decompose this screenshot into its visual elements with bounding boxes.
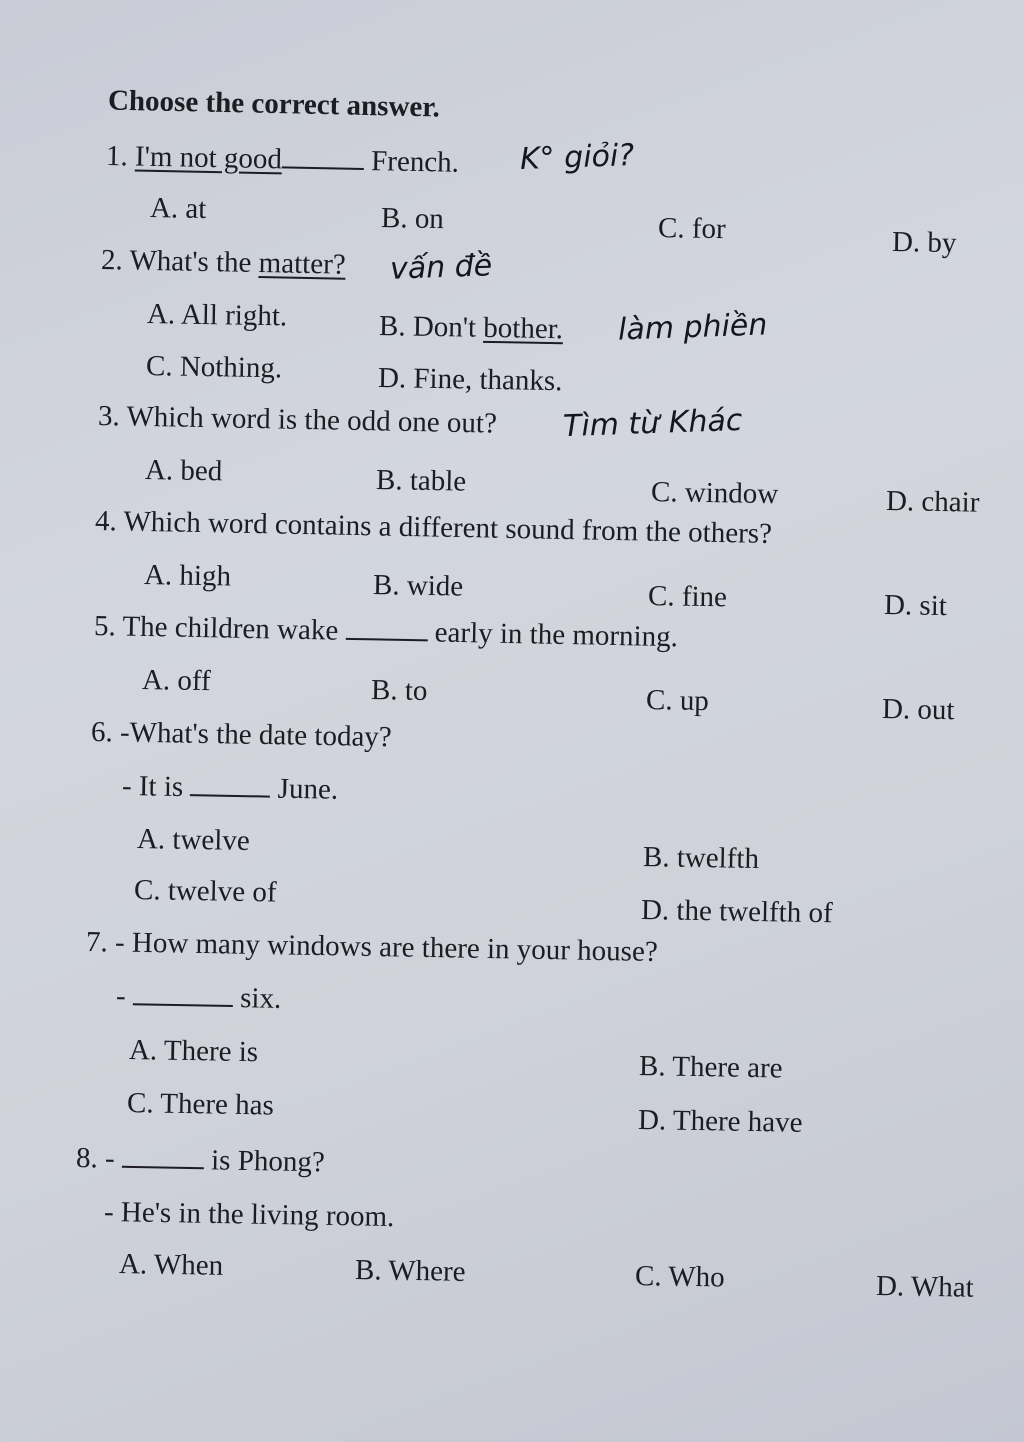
question-1-option-a[interactable]: A. at [149, 192, 207, 225]
question-2-option-b-underlined: bother. [483, 311, 564, 346]
question-3-option-d[interactable]: D. chair [885, 485, 980, 519]
question-6-option-c[interactable]: C. twelve of [133, 874, 277, 909]
question-1-option-c[interactable]: C. for [657, 212, 726, 246]
question-1-option-b[interactable]: B. on [380, 202, 445, 236]
question-5-option-c[interactable]: C. up [645, 684, 710, 718]
question-6-text-a: -What's the date today? [119, 716, 392, 754]
question-3-option-b[interactable]: B. table [375, 464, 467, 498]
question-2 [101, 246, 346, 280]
question-1-text-b: French. [370, 145, 460, 179]
question-5 [94, 612, 678, 652]
question-4-option-c[interactable]: C. fine [647, 580, 728, 614]
question-5-option-d[interactable]: D. out [881, 693, 955, 727]
question-4-option-b[interactable]: B. wide [372, 569, 464, 603]
question-8-option-c[interactable]: C. Who [634, 1260, 725, 1294]
question-6-blank [190, 793, 270, 797]
question-5-text-b: early in the morning. [434, 616, 679, 654]
question-2-handwritten-note: vấn đề [389, 248, 493, 287]
question-7-text-b: - [115, 980, 126, 1013]
question-2-option-a[interactable]: A. All right. [146, 298, 288, 333]
question-3 [98, 402, 497, 439]
question-8-option-a[interactable]: A. When [118, 1248, 224, 1282]
question-4 [95, 507, 772, 549]
question-6-option-b[interactable]: B. twelfth [642, 841, 760, 876]
question-4-option-a[interactable]: A. high [143, 559, 232, 593]
question-7-text-a: - How many windows are there in your house? [114, 926, 659, 968]
question-2-option-b[interactable] [379, 312, 564, 344]
question-6-text-c: June. [277, 772, 339, 806]
question-2-text-b: matter? [258, 247, 346, 281]
question-8-number: 8. [75, 1142, 99, 1175]
question-2-option-c[interactable]: C. Nothing. [145, 350, 283, 385]
question-1-blank [282, 165, 364, 170]
question-1-option-d[interactable]: D. by [891, 226, 957, 260]
question-8-option-d[interactable]: D. What [875, 1270, 975, 1304]
question-3-text: Which word is the odd one out? [126, 400, 498, 440]
question-7-number: 7. [85, 926, 109, 959]
question-6-option-d[interactable]: D. the twelfth of [640, 894, 833, 930]
question-7-option-a[interactable]: A. There is [128, 1034, 259, 1069]
question-6-answer-line [122, 772, 339, 805]
question-3-option-a[interactable]: A. bed [144, 454, 223, 488]
question-1-text-a: I'm not good [134, 140, 283, 176]
question-7-option-c[interactable]: C. There has [126, 1087, 275, 1122]
question-7-blank [133, 1002, 233, 1007]
question-8-answer-line: - He's in the living room. [103, 1196, 395, 1234]
question-1-handwritten-note: K° giỏi? [519, 138, 635, 177]
question-8 [76, 1144, 325, 1177]
question-5-option-a[interactable]: A. off [141, 664, 212, 698]
question-8-text-a: - [104, 1142, 115, 1175]
question-3-handwritten-note: Tìm từ Khác [562, 402, 743, 445]
question-2-handwritten-note-2: làm phiền [617, 307, 768, 348]
question-1-number: 1. [105, 140, 129, 173]
question-3-number: 3. [97, 400, 121, 433]
question-1 [106, 142, 460, 178]
worksheet-heading: Choose the correct answer. [107, 84, 441, 124]
question-6-number: 6. [90, 716, 114, 749]
question-4-number: 4. [94, 505, 118, 538]
question-4-option-d[interactable]: D. sit [883, 589, 948, 623]
question-6 [91, 718, 392, 752]
question-6-text-b: - It is [121, 770, 184, 804]
question-7-answer-line [116, 982, 282, 1014]
question-2-option-d[interactable]: D. Fine, thanks. [377, 362, 563, 398]
question-3-option-c[interactable]: C. window [650, 476, 779, 511]
question-6-option-a[interactable]: A. twelve [136, 823, 251, 857]
question-2-option-b-label: B. Don't [378, 310, 477, 344]
question-2-number: 2. [100, 244, 124, 277]
question-8-option-b[interactable]: B. Where [354, 1254, 466, 1288]
question-7-option-b[interactable]: B. There are [638, 1050, 783, 1085]
question-7-option-d[interactable]: D. There have [637, 1104, 803, 1139]
question-7-text-c: six. [239, 982, 282, 1015]
question-5-number: 5. [93, 610, 117, 643]
question-5-blank [345, 637, 427, 642]
question-8-text-b: is Phong? [210, 1144, 326, 1179]
question-5-text-a: The children wake [122, 610, 339, 647]
question-5-option-b[interactable]: B. to [370, 674, 428, 707]
question-2-text-a: What's the [129, 244, 252, 279]
question-8-blank [122, 1165, 204, 1169]
question-4-text: Which word contains a different sound from the others? [123, 505, 773, 550]
question-7 [86, 928, 658, 967]
